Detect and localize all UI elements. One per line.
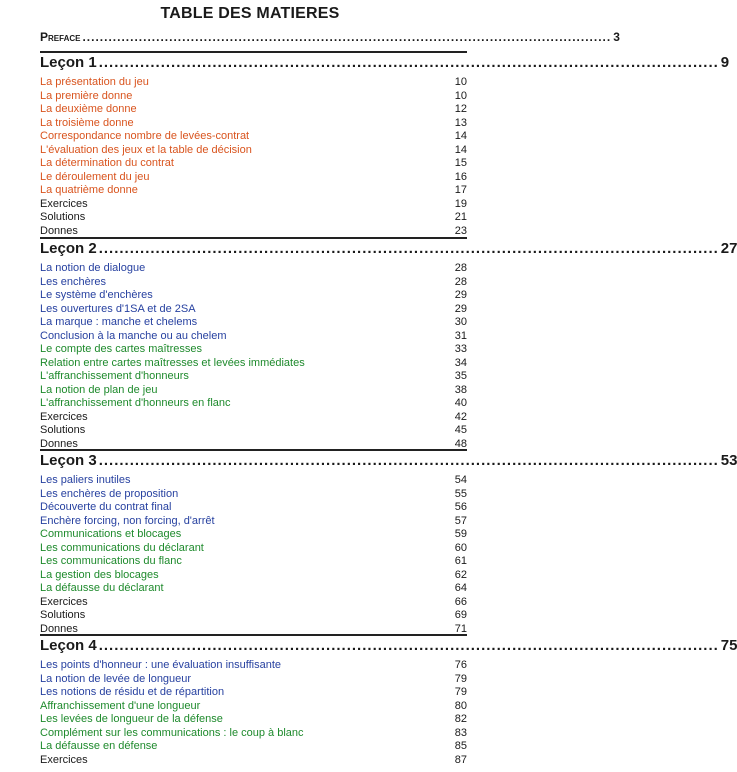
entry-page: 28 bbox=[454, 275, 467, 288]
toc-entry bbox=[40, 384, 467, 398]
entry-page: 59 bbox=[454, 528, 467, 540]
toc-entry bbox=[40, 184, 467, 198]
toc-entry bbox=[40, 596, 467, 610]
dot-leader: .......................................................................................................................... bbox=[82, 30, 612, 44]
entry-page: 87 bbox=[454, 753, 467, 766]
entry-page: 64 bbox=[454, 582, 467, 594]
toc-entry bbox=[40, 700, 467, 714]
entry-title: Le compte des cartes maîtresses bbox=[40, 343, 203, 355]
lesson-heading bbox=[40, 634, 737, 659]
toc-entry bbox=[40, 144, 467, 158]
lesson-section bbox=[40, 449, 737, 636]
toc-entry bbox=[40, 582, 467, 596]
lesson-page: 75 bbox=[720, 637, 737, 654]
entry-title: Solutions bbox=[40, 211, 86, 223]
preface-label: Preface bbox=[40, 30, 81, 44]
page-title: TABLE DES MATIERES bbox=[160, 5, 340, 22]
toc-entry bbox=[40, 515, 467, 529]
toc-entry bbox=[40, 198, 467, 212]
entry-title: L'affranchissement d'honneurs bbox=[40, 370, 189, 382]
entry-page: 23 bbox=[454, 224, 467, 237]
toc-entry bbox=[40, 370, 467, 384]
toc-entry bbox=[40, 727, 467, 741]
preface-row bbox=[40, 30, 620, 46]
entry-title: Communications et blocages bbox=[40, 528, 182, 540]
lesson-page: 53 bbox=[720, 452, 737, 469]
toc-entry bbox=[40, 262, 467, 276]
entry-page: 35 bbox=[454, 370, 467, 382]
entry-page: 55 bbox=[454, 487, 467, 500]
lesson-page: 27 bbox=[720, 240, 737, 257]
toc-entry bbox=[40, 357, 467, 371]
entry-title: Exercices bbox=[40, 595, 88, 608]
toc-entry bbox=[40, 424, 467, 438]
toc-entry bbox=[40, 528, 467, 542]
dot-leader: ........................................................................................................................ bbox=[98, 54, 719, 71]
toc-entry bbox=[40, 316, 467, 330]
entry-page: 54 bbox=[454, 474, 467, 486]
entry-page: 79 bbox=[454, 686, 467, 698]
toc-entry bbox=[40, 411, 467, 425]
entry-page: 19 bbox=[454, 197, 467, 210]
entry-title: Affranchissement d'une longueur bbox=[40, 699, 201, 712]
entry-title: Donnes bbox=[40, 224, 78, 237]
entry-page: 30 bbox=[454, 316, 467, 328]
entry-title: Solutions bbox=[40, 424, 86, 436]
toc-entry bbox=[40, 76, 467, 90]
entry-title: Le déroulement du jeu bbox=[40, 170, 150, 183]
entry-page: 76 bbox=[454, 659, 467, 671]
entry-title: Exercices bbox=[40, 753, 88, 766]
entry-page: 21 bbox=[454, 211, 467, 223]
entry-page: 45 bbox=[454, 424, 467, 436]
entry-title: Le système d'enchères bbox=[40, 289, 153, 301]
entry-page: 61 bbox=[454, 555, 467, 567]
toc-entry bbox=[40, 225, 467, 239]
entry-title: La présentation du jeu bbox=[40, 76, 149, 88]
entry-title: Les enchères bbox=[40, 275, 107, 288]
entry-page: 15 bbox=[454, 157, 467, 169]
entry-page: 14 bbox=[454, 130, 467, 142]
entry-title: Complément sur les communications : le coup à blanc bbox=[40, 726, 304, 739]
entry-page: 56 bbox=[454, 501, 467, 513]
lesson-title: Leçon 4 bbox=[40, 637, 97, 654]
toc-entry bbox=[40, 90, 467, 104]
toc-entry bbox=[40, 343, 467, 357]
toc-entry bbox=[40, 397, 467, 411]
dot-leader: ........................................................................................................................ bbox=[98, 452, 719, 469]
entry-title: Découverte du contrat final bbox=[40, 501, 172, 513]
toc-entry bbox=[40, 569, 467, 583]
preface-page: 3 bbox=[613, 30, 620, 44]
entry-page: 69 bbox=[454, 609, 467, 621]
toc-entry bbox=[40, 211, 467, 225]
lesson-title: Leçon 1 bbox=[40, 54, 97, 71]
entry-page: 48 bbox=[454, 437, 467, 450]
toc-entry bbox=[40, 542, 467, 556]
entry-page: 12 bbox=[454, 103, 467, 115]
entry-title: La notion de plan de jeu bbox=[40, 383, 158, 396]
entry-title: La troisième donne bbox=[40, 116, 134, 129]
entry-page: 82 bbox=[454, 713, 467, 725]
entry-title: La notion de levée de longueur bbox=[40, 672, 192, 685]
entry-title: La défausse en défense bbox=[40, 740, 158, 752]
toc-entry bbox=[40, 303, 467, 317]
lesson-title: Leçon 3 bbox=[40, 452, 97, 469]
entry-page: 10 bbox=[454, 89, 467, 102]
entry-page: 31 bbox=[454, 329, 467, 342]
entry-title: Exercices bbox=[40, 197, 88, 210]
entry-title: Les communications du déclarant bbox=[40, 541, 204, 554]
entry-title: La quatrième donne bbox=[40, 184, 138, 196]
toc-entry bbox=[40, 488, 467, 502]
entry-title: Donnes bbox=[40, 437, 78, 450]
entry-title: La notion de dialogue bbox=[40, 262, 146, 274]
entry-title: Les points d'honneur : une évaluation insuffisante bbox=[40, 659, 282, 671]
dot-leader: ........................................................................................................................ bbox=[98, 240, 719, 257]
entry-page: 85 bbox=[454, 740, 467, 752]
entry-title: Correspondance nombre de levées-contrat bbox=[40, 130, 250, 142]
toc-entry bbox=[40, 330, 467, 344]
toc-entry bbox=[40, 740, 467, 754]
entry-page: 71 bbox=[454, 622, 467, 635]
toc-entry bbox=[40, 686, 467, 700]
entry-title: Les notions de résidu et de répartition bbox=[40, 686, 225, 698]
toc-entry bbox=[40, 171, 467, 185]
entry-title: Les paliers inutiles bbox=[40, 474, 131, 486]
entry-page: 66 bbox=[454, 595, 467, 608]
entry-title: Exercices bbox=[40, 410, 88, 423]
entry-page: 38 bbox=[454, 383, 467, 396]
toc-entry bbox=[40, 754, 467, 768]
entry-title: Enchère forcing, non forcing, d'arrêt bbox=[40, 514, 215, 527]
entry-title: L'affranchissement d'honneurs en flanc bbox=[40, 397, 231, 409]
entry-title: Les communications du flanc bbox=[40, 555, 182, 567]
entry-title: Donnes bbox=[40, 622, 78, 635]
lesson-heading bbox=[40, 51, 730, 76]
entry-page: 14 bbox=[454, 143, 467, 156]
toc-entry bbox=[40, 673, 467, 687]
entry-title: Les enchères de proposition bbox=[40, 487, 179, 500]
entry-title: Solutions bbox=[40, 609, 86, 621]
entry-page: 10 bbox=[454, 76, 467, 88]
entry-title: Les levées de longueur de la défense bbox=[40, 713, 223, 725]
entry-page: 83 bbox=[454, 726, 467, 739]
entry-title: La première donne bbox=[40, 89, 133, 102]
entry-page: 33 bbox=[454, 343, 467, 355]
dot-leader: ........................................................................................................................ bbox=[98, 637, 719, 654]
lesson-section bbox=[40, 237, 737, 451]
entry-page: 29 bbox=[454, 289, 467, 301]
toc-entry bbox=[40, 713, 467, 727]
entry-page: 60 bbox=[454, 541, 467, 554]
toc-entry bbox=[40, 659, 467, 673]
entry-page: 79 bbox=[454, 672, 467, 685]
entry-page: 80 bbox=[454, 699, 467, 712]
entry-title: La gestion des blocages bbox=[40, 568, 159, 581]
entry-page: 17 bbox=[454, 184, 467, 196]
lesson-heading bbox=[40, 237, 737, 262]
entry-page: 34 bbox=[454, 356, 467, 369]
lesson-page: 9 bbox=[720, 54, 730, 71]
toc-entry bbox=[40, 117, 467, 131]
entry-page: 28 bbox=[454, 262, 467, 274]
entry-page: 57 bbox=[454, 514, 467, 527]
lesson-section bbox=[40, 634, 737, 767]
entry-page: 29 bbox=[454, 302, 467, 315]
toc-entry bbox=[40, 289, 467, 303]
toc-entry bbox=[40, 501, 467, 515]
entry-page: 16 bbox=[454, 170, 467, 183]
toc-entry bbox=[40, 103, 467, 117]
entry-page: 42 bbox=[454, 410, 467, 423]
lesson-section bbox=[40, 51, 730, 238]
lesson-heading bbox=[40, 449, 737, 474]
toc-entry bbox=[40, 609, 467, 623]
entry-title: Relation entre cartes maîtresses et levées immédiates bbox=[40, 356, 305, 369]
entry-title: Conclusion à la manche ou au chelem bbox=[40, 329, 227, 342]
entry-title: La défausse du déclarant bbox=[40, 582, 164, 594]
lesson-title: Leçon 2 bbox=[40, 240, 97, 257]
toc-entry bbox=[40, 130, 467, 144]
entry-page: 62 bbox=[454, 568, 467, 581]
entry-title: La détermination du contrat bbox=[40, 157, 174, 169]
toc-entry bbox=[40, 555, 467, 569]
entry-title: L'évaluation des jeux et la table de décision bbox=[40, 143, 252, 156]
entry-page: 40 bbox=[454, 397, 467, 409]
toc-entry bbox=[40, 276, 467, 290]
toc-entry bbox=[40, 157, 467, 171]
toc-entry bbox=[40, 474, 467, 488]
entry-title: Les ouvertures d'1SA et de 2SA bbox=[40, 302, 196, 315]
entry-page: 13 bbox=[454, 116, 467, 129]
entry-title: La deuxième donne bbox=[40, 103, 137, 115]
entry-title: La marque : manche et chelems bbox=[40, 316, 198, 328]
